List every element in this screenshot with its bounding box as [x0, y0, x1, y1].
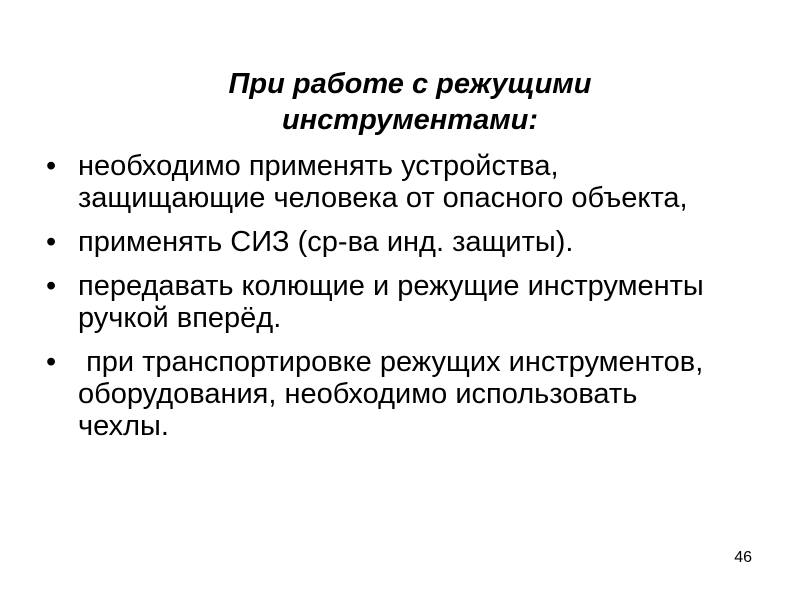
- bullet-icon: •: [46, 270, 57, 302]
- list-item: [46, 150, 736, 214]
- list-item-text: передавать колющие и режущие инструменты ручкой вперёд.: [78, 270, 712, 334]
- slide-title: [150, 66, 670, 138]
- bullet-list: [46, 150, 736, 454]
- list-item: [46, 346, 736, 442]
- bullet-icon: •: [46, 346, 57, 378]
- list-item-text: при транспортировке режущих инструментов, оборудования, необходимо использовать чехлы.: [78, 346, 712, 442]
- list-item: [46, 270, 736, 334]
- list-item-text: необходимо применять устройства, защищающие человека от опасного объекта,: [78, 150, 688, 214]
- bullet-icon: •: [46, 226, 57, 258]
- list-item: [46, 226, 736, 258]
- list-item-text: применять СИЗ (ср-ва инд. защиты).: [78, 226, 574, 258]
- slide-title-line1: При работе с режущими: [228, 68, 592, 100]
- slide-title-line2: инструментами:: [281, 104, 539, 136]
- page-number: 46: [734, 549, 752, 566]
- bullet-icon: •: [46, 150, 57, 182]
